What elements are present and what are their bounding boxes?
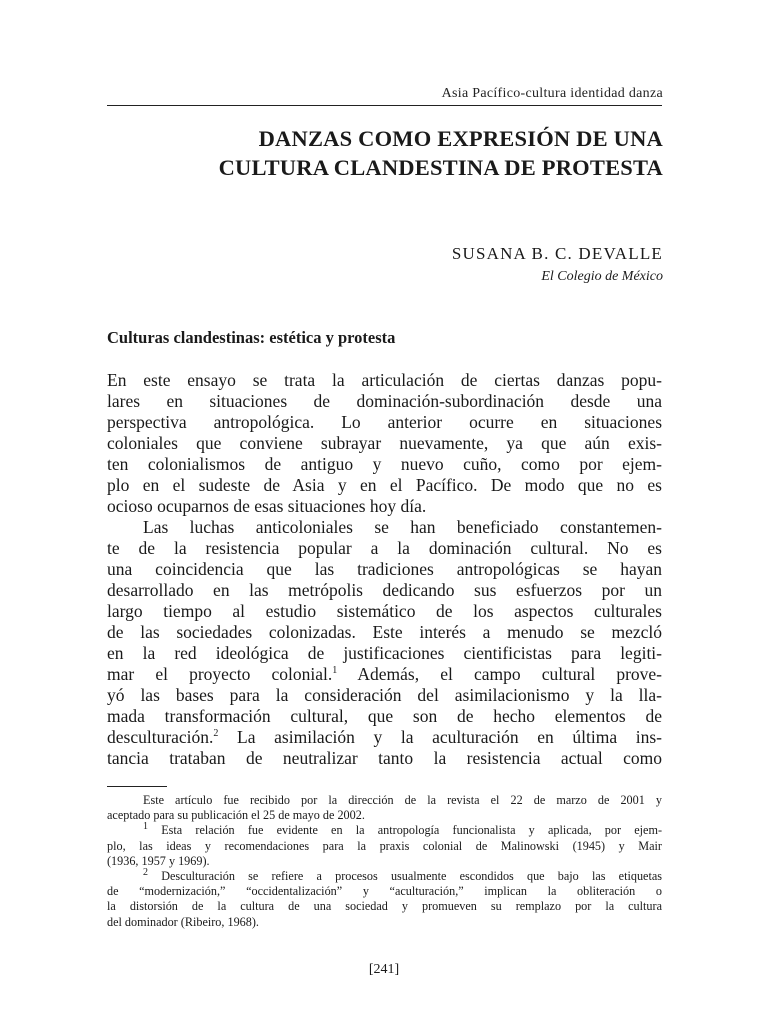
footnote-ref-2: 2 [213,728,219,740]
body-line: perspectiva antropológica. Lo anterior ocurre en situaciones [107,412,662,432]
article-title [219,124,663,182]
author-affiliation: El Colegio de México [541,269,663,284]
header-rule [107,105,662,106]
body-line: lares en situaciones de dominación-subordinación desde una [107,391,662,411]
footnotes [107,793,662,930]
body-line: yó las bases para la consideración del asimilacionismo y la lla- [107,685,662,705]
body-line: plo en el sudeste de Asia y en el Pacífico. De modo que no es [107,475,662,495]
body-line: desarrollado en las metrópolis dedicando sus esfuerzos por un [107,580,662,600]
body-line: ocioso ocuparnos de esas situaciones hoy día. [107,496,427,516]
footnote-rule [107,786,167,787]
body-line-segment: Además, el campo cultural prove- [337,664,662,684]
article-title-line-1: DANZAS COMO EXPRESIÓN DE UNA [258,126,663,151]
author-name: SUSANA B. C. DEVALLE [451,244,663,263]
body-line-segment: mar el proyecto colonial. [107,664,333,684]
footnote-line: aceptado para su publicación el 25 de mayo de 2002. [107,808,365,823]
body-line: En este ensayo se trata la articulación de ciertas danzas popu- [107,370,662,390]
body-line-segment: desculturación. [107,727,214,747]
footnote-line: plo, las ideas y recomendaciones para la praxis colonial de Malinowski (1945) y Mair [107,838,662,853]
footnote-ref-1: 1 [332,665,338,677]
footnote-line [107,823,662,838]
running-head: Asia Pacífico-cultura identidad danza [441,86,663,101]
footnote-line: del dominador (Ribeiro, 1968). [107,914,259,929]
footnote-line [107,866,663,884]
footnote-mark-1: 1 [143,821,148,833]
section-heading: Culturas clandestinas: estética y protesta [107,328,396,347]
body-line [107,664,662,685]
body-line: largo tiempo al estudio sistemático de los aspectos culturales [107,601,662,621]
footnote-line: Este artículo fue recibido por la dirección de la revista el 22 de marzo de 2001 y [143,793,662,807]
body-line: te de la resistencia popular a la dominación cultural. No es [107,538,662,558]
body-line: una coincidencia que las tradiciones antropológicas se hayan [107,559,662,579]
footnote-line: de “modernización,” “occidentalización” y “aculturación,” implican la obliteración o [107,884,662,899]
body-line: tancia trataban de neutralizar tanto la resistencia actual como [107,748,662,768]
body-line: en la red ideológica de justificaciones cientificistas para legiti- [107,643,662,663]
footnote-line: (1936, 1957 y 1969). [107,853,210,868]
body-text [107,370,662,769]
article-title-line-2: CULTURA CLANDESTINA DE PROTESTA [218,155,663,180]
footnote-line: la distorsión de la cultura de una sociedad y promueven su remplazo por la cultura [107,899,662,914]
body-line: de las sociedades colonizadas. Este interés a menudo se mezcló [107,622,662,642]
body-line-segment: La asimilación y la aculturación en última ins- [218,727,662,747]
body-line: coloniales que conviene subrayar nuevamente, ya que aún exis- [107,433,662,453]
body-line: ten colonialismos de antiguo y nuevo cuño, como por ejem- [107,454,662,474]
page-number: [241] [368,962,400,977]
footnote-text: Esta relación fue evidente en la antropología funcionalista y aplicada, por ejem- [161,823,662,838]
body-line [107,727,662,748]
body-line: mada transformación cultural, que son de hecho elementos de [107,706,662,726]
body-line: Las luchas anticoloniales se han beneficiado constantemen- [143,517,662,537]
footnote-text: Desculturación se refiere a procesos usualmente escondidos que bajo las etiquetas [161,868,663,883]
footnote-mark-2: 2 [143,866,148,878]
